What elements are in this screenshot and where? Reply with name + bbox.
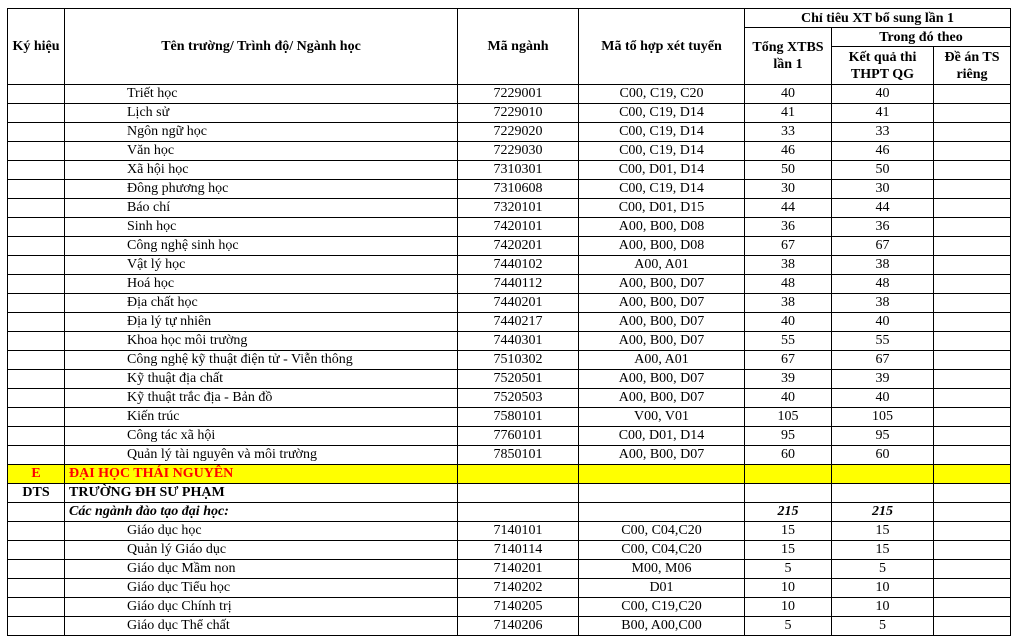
row-ky-hieu xyxy=(8,427,65,446)
table-row xyxy=(8,180,1011,199)
row-name: Văn học xyxy=(65,142,458,161)
table-row xyxy=(8,351,1011,370)
row-name: Giáo dục Thể chất xyxy=(65,617,458,636)
row-total: 39 xyxy=(745,370,832,389)
row-ky-hieu xyxy=(8,351,65,370)
row-thpt: 10 xyxy=(832,598,934,617)
row-ky-hieu xyxy=(8,199,65,218)
table-row xyxy=(8,541,1011,560)
row-combo: A00, B00, D07 xyxy=(579,294,745,313)
row-thpt: 95 xyxy=(832,427,934,446)
row-combo: A00, B00, D07 xyxy=(579,275,745,294)
row-de-an xyxy=(934,256,1011,275)
row-name: Địa lý tự nhiên xyxy=(65,313,458,332)
row-thpt: 15 xyxy=(832,541,934,560)
table-row xyxy=(8,617,1011,636)
row-de-an xyxy=(934,332,1011,351)
row-ky-hieu xyxy=(8,237,65,256)
row-combo: A00, A01 xyxy=(579,256,745,275)
row-thpt: 60 xyxy=(832,446,934,465)
row-code: 7229001 xyxy=(458,85,579,104)
row-ky-hieu xyxy=(8,218,65,237)
row-thpt: 67 xyxy=(832,237,934,256)
row-code: 7310608 xyxy=(458,180,579,199)
row-combo: C00, C19, D14 xyxy=(579,104,745,123)
table-row xyxy=(8,370,1011,389)
row-total: 33 xyxy=(745,123,832,142)
row-code: 7140206 xyxy=(458,617,579,636)
header-chi-tieu: Chỉ tiêu XT bổ sung lần 1 xyxy=(745,9,1011,28)
row-code: 7440112 xyxy=(458,275,579,294)
row-combo: C00, C04,C20 xyxy=(579,522,745,541)
row-combo: C00, D01, D15 xyxy=(579,199,745,218)
row-combo: C00, D01, D14 xyxy=(579,427,745,446)
row-ky-hieu xyxy=(8,85,65,104)
row-code: 7140201 xyxy=(458,560,579,579)
row-ky-hieu xyxy=(8,180,65,199)
table-row xyxy=(8,446,1011,465)
row-code: 7140114 xyxy=(458,541,579,560)
subheading-thpt: 215 xyxy=(832,503,934,522)
row-thpt: 48 xyxy=(832,275,934,294)
row-de-an xyxy=(934,85,1011,104)
row-total: 40 xyxy=(745,85,832,104)
row-code: 7229020 xyxy=(458,123,579,142)
row-thpt: 30 xyxy=(832,180,934,199)
row-ky-hieu xyxy=(8,294,65,313)
row-total: 38 xyxy=(745,294,832,313)
row-de-an xyxy=(934,294,1011,313)
row-combo: A00, B00, D07 xyxy=(579,370,745,389)
row-ky-hieu xyxy=(8,522,65,541)
row-total: 105 xyxy=(745,408,832,427)
row-ky-hieu xyxy=(8,408,65,427)
header-ket-qua: Kết quả thi THPT QG xyxy=(832,47,934,85)
row-name: Địa chất học xyxy=(65,294,458,313)
row-combo: B00, A00,C00 xyxy=(579,617,745,636)
table-row xyxy=(8,237,1011,256)
table-row xyxy=(8,104,1011,123)
row-ky-hieu xyxy=(8,123,65,142)
school-row xyxy=(8,484,1011,503)
row-de-an xyxy=(934,313,1011,332)
row-code: 7320101 xyxy=(458,199,579,218)
row-code: 7229030 xyxy=(458,142,579,161)
row-combo: C00, C19, D14 xyxy=(579,123,745,142)
row-de-an xyxy=(934,560,1011,579)
row-code: 7140205 xyxy=(458,598,579,617)
row-combo: A00, A01 xyxy=(579,351,745,370)
row-combo: V00, V01 xyxy=(579,408,745,427)
row-name: Quản lý tài nguyên và môi trường xyxy=(65,446,458,465)
row-de-an xyxy=(934,598,1011,617)
row-name: Ngôn ngữ học xyxy=(65,123,458,142)
row-de-an xyxy=(934,389,1011,408)
university-name: ĐẠI HỌC THÁI NGUYÊN xyxy=(65,465,458,484)
row-name: Kỹ thuật địa chất xyxy=(65,370,458,389)
row-thpt: 36 xyxy=(832,218,934,237)
row-total: 50 xyxy=(745,161,832,180)
row-de-an xyxy=(934,199,1011,218)
row-ky-hieu xyxy=(8,275,65,294)
row-de-an xyxy=(934,579,1011,598)
row-ky-hieu xyxy=(8,617,65,636)
row-de-an xyxy=(934,123,1011,142)
table-row xyxy=(8,522,1011,541)
row-ky-hieu xyxy=(8,370,65,389)
row-code: 7420101 xyxy=(458,218,579,237)
table-row xyxy=(8,294,1011,313)
row-code: 7310301 xyxy=(458,161,579,180)
table-row xyxy=(8,218,1011,237)
table-row xyxy=(8,389,1011,408)
row-combo: A00, B00, D07 xyxy=(579,332,745,351)
row-thpt: 44 xyxy=(832,199,934,218)
school-name: TRƯỜNG ĐH SƯ PHẠM xyxy=(65,484,458,503)
row-ky-hieu xyxy=(8,332,65,351)
table-row xyxy=(8,579,1011,598)
row-de-an xyxy=(934,180,1011,199)
row-name: Công tác xã hội xyxy=(65,427,458,446)
row-code: 7229010 xyxy=(458,104,579,123)
header-ky-hieu: Ký hiệu xyxy=(8,9,65,85)
row-total: 67 xyxy=(745,237,832,256)
row-total: 67 xyxy=(745,351,832,370)
row-de-an xyxy=(934,104,1011,123)
row-thpt: 15 xyxy=(832,522,934,541)
row-ky-hieu xyxy=(8,541,65,560)
row-combo: A00, B00, D08 xyxy=(579,237,745,256)
row-combo: C00, D01, D14 xyxy=(579,161,745,180)
university-row xyxy=(8,465,1011,484)
row-name: Khoa học môi trường xyxy=(65,332,458,351)
row-code: 7440102 xyxy=(458,256,579,275)
row-name: Sinh học xyxy=(65,218,458,237)
row-code: 7510302 xyxy=(458,351,579,370)
row-thpt: 40 xyxy=(832,313,934,332)
row-combo: D01 xyxy=(579,579,745,598)
row-total: 48 xyxy=(745,275,832,294)
row-de-an xyxy=(934,351,1011,370)
table-row xyxy=(8,256,1011,275)
row-code: 7440217 xyxy=(458,313,579,332)
row-total: 5 xyxy=(745,617,832,636)
header-trong-do: Trong đó theo xyxy=(832,28,1011,47)
row-ky-hieu xyxy=(8,104,65,123)
row-ky-hieu xyxy=(8,161,65,180)
row-combo: A00, B00, D08 xyxy=(579,218,745,237)
table-row xyxy=(8,598,1011,617)
row-total: 10 xyxy=(745,579,832,598)
row-code: 7420201 xyxy=(458,237,579,256)
row-combo: C00, C19, C20 xyxy=(579,85,745,104)
school-code: DTS xyxy=(8,484,65,503)
row-thpt: 55 xyxy=(832,332,934,351)
row-code: 7760101 xyxy=(458,427,579,446)
row-name: Giáo dục học xyxy=(65,522,458,541)
subheading-row xyxy=(8,503,1011,522)
row-name: Vật lý học xyxy=(65,256,458,275)
row-ky-hieu xyxy=(8,598,65,617)
table-row xyxy=(8,427,1011,446)
row-thpt: 10 xyxy=(832,579,934,598)
table-row xyxy=(8,275,1011,294)
row-code: 7440301 xyxy=(458,332,579,351)
row-de-an xyxy=(934,237,1011,256)
row-total: 5 xyxy=(745,560,832,579)
row-de-an xyxy=(934,427,1011,446)
row-total: 55 xyxy=(745,332,832,351)
row-ky-hieu xyxy=(8,256,65,275)
row-ky-hieu xyxy=(8,142,65,161)
row-combo: A00, B00, D07 xyxy=(579,446,745,465)
row-name: Đông phương học xyxy=(65,180,458,199)
header-de-an: Đề án TS riêng xyxy=(934,47,1011,85)
row-thpt: 105 xyxy=(832,408,934,427)
row-combo: A00, B00, D07 xyxy=(579,389,745,408)
row-total: 60 xyxy=(745,446,832,465)
row-combo: C00, C19,C20 xyxy=(579,598,745,617)
row-total: 41 xyxy=(745,104,832,123)
row-code: 7140202 xyxy=(458,579,579,598)
row-de-an xyxy=(934,541,1011,560)
row-total: 40 xyxy=(745,313,832,332)
row-code: 7580101 xyxy=(458,408,579,427)
row-total: 10 xyxy=(745,598,832,617)
row-name: Triết học xyxy=(65,85,458,104)
table-row xyxy=(8,560,1011,579)
row-thpt: 50 xyxy=(832,161,934,180)
row-combo: C00, C04,C20 xyxy=(579,541,745,560)
table-row xyxy=(8,408,1011,427)
row-total: 36 xyxy=(745,218,832,237)
row-name: Lịch sử xyxy=(65,104,458,123)
row-name: Kỹ thuật trắc địa - Bản đồ xyxy=(65,389,458,408)
table-row xyxy=(8,313,1011,332)
table-row xyxy=(8,199,1011,218)
row-thpt: 67 xyxy=(832,351,934,370)
table-row xyxy=(8,85,1011,104)
row-code: 7520501 xyxy=(458,370,579,389)
row-code: 7850101 xyxy=(458,446,579,465)
row-code: 7520503 xyxy=(458,389,579,408)
row-ky-hieu xyxy=(8,389,65,408)
row-code: 7440201 xyxy=(458,294,579,313)
row-de-an xyxy=(934,161,1011,180)
row-name: Báo chí xyxy=(65,199,458,218)
row-total: 40 xyxy=(745,389,832,408)
row-name: Quản lý Giáo dục xyxy=(65,541,458,560)
row-de-an xyxy=(934,408,1011,427)
row-de-an xyxy=(934,617,1011,636)
row-combo: C00, C19, D14 xyxy=(579,142,745,161)
row-de-an xyxy=(934,370,1011,389)
row-name: Giáo dục Tiểu học xyxy=(65,579,458,598)
row-thpt: 46 xyxy=(832,142,934,161)
row-name: Kiến trúc xyxy=(65,408,458,427)
table-row xyxy=(8,142,1011,161)
admission-table xyxy=(7,8,1011,636)
row-name: Giáo dục Chính trị xyxy=(65,598,458,617)
row-ky-hieu xyxy=(8,313,65,332)
header-ma-to-hop: Mã tổ hợp xét tuyển xyxy=(579,9,745,85)
row-combo: A00, B00, D07 xyxy=(579,313,745,332)
row-total: 15 xyxy=(745,541,832,560)
row-de-an xyxy=(934,275,1011,294)
row-name: Công nghệ sinh học xyxy=(65,237,458,256)
row-name: Công nghệ kỹ thuật điện tử - Viễn thông xyxy=(65,351,458,370)
row-thpt: 5 xyxy=(832,560,934,579)
row-total: 44 xyxy=(745,199,832,218)
row-total: 30 xyxy=(745,180,832,199)
subheading-total: 215 xyxy=(745,503,832,522)
row-name: Giáo dục Mầm non xyxy=(65,560,458,579)
table-row xyxy=(8,123,1011,142)
table-row xyxy=(8,332,1011,351)
row-thpt: 5 xyxy=(832,617,934,636)
row-total: 95 xyxy=(745,427,832,446)
row-ky-hieu xyxy=(8,579,65,598)
row-total: 15 xyxy=(745,522,832,541)
row-name: Hoá học xyxy=(65,275,458,294)
subheading-name: Các ngành đào tạo đại học: xyxy=(65,503,458,522)
header-tong: Tổng XTBS lần 1 xyxy=(745,28,832,85)
row-code: 7140101 xyxy=(458,522,579,541)
table-row xyxy=(8,161,1011,180)
header-ten: Tên trường/ Trình độ/ Ngành học xyxy=(65,9,458,85)
row-thpt: 38 xyxy=(832,256,934,275)
row-de-an xyxy=(934,218,1011,237)
row-de-an xyxy=(934,522,1011,541)
header-ma-nganh: Mã ngành xyxy=(458,9,579,85)
row-total: 38 xyxy=(745,256,832,275)
row-thpt: 40 xyxy=(832,85,934,104)
row-thpt: 33 xyxy=(832,123,934,142)
row-total: 46 xyxy=(745,142,832,161)
university-code: E xyxy=(8,465,65,484)
row-name: Xã hội học xyxy=(65,161,458,180)
row-ky-hieu xyxy=(8,446,65,465)
row-ky-hieu xyxy=(8,560,65,579)
row-de-an xyxy=(934,142,1011,161)
row-thpt: 40 xyxy=(832,389,934,408)
row-de-an xyxy=(934,446,1011,465)
row-thpt: 39 xyxy=(832,370,934,389)
row-combo: M00, M06 xyxy=(579,560,745,579)
row-combo: C00, C19, D14 xyxy=(579,180,745,199)
row-thpt: 38 xyxy=(832,294,934,313)
row-thpt: 41 xyxy=(832,104,934,123)
